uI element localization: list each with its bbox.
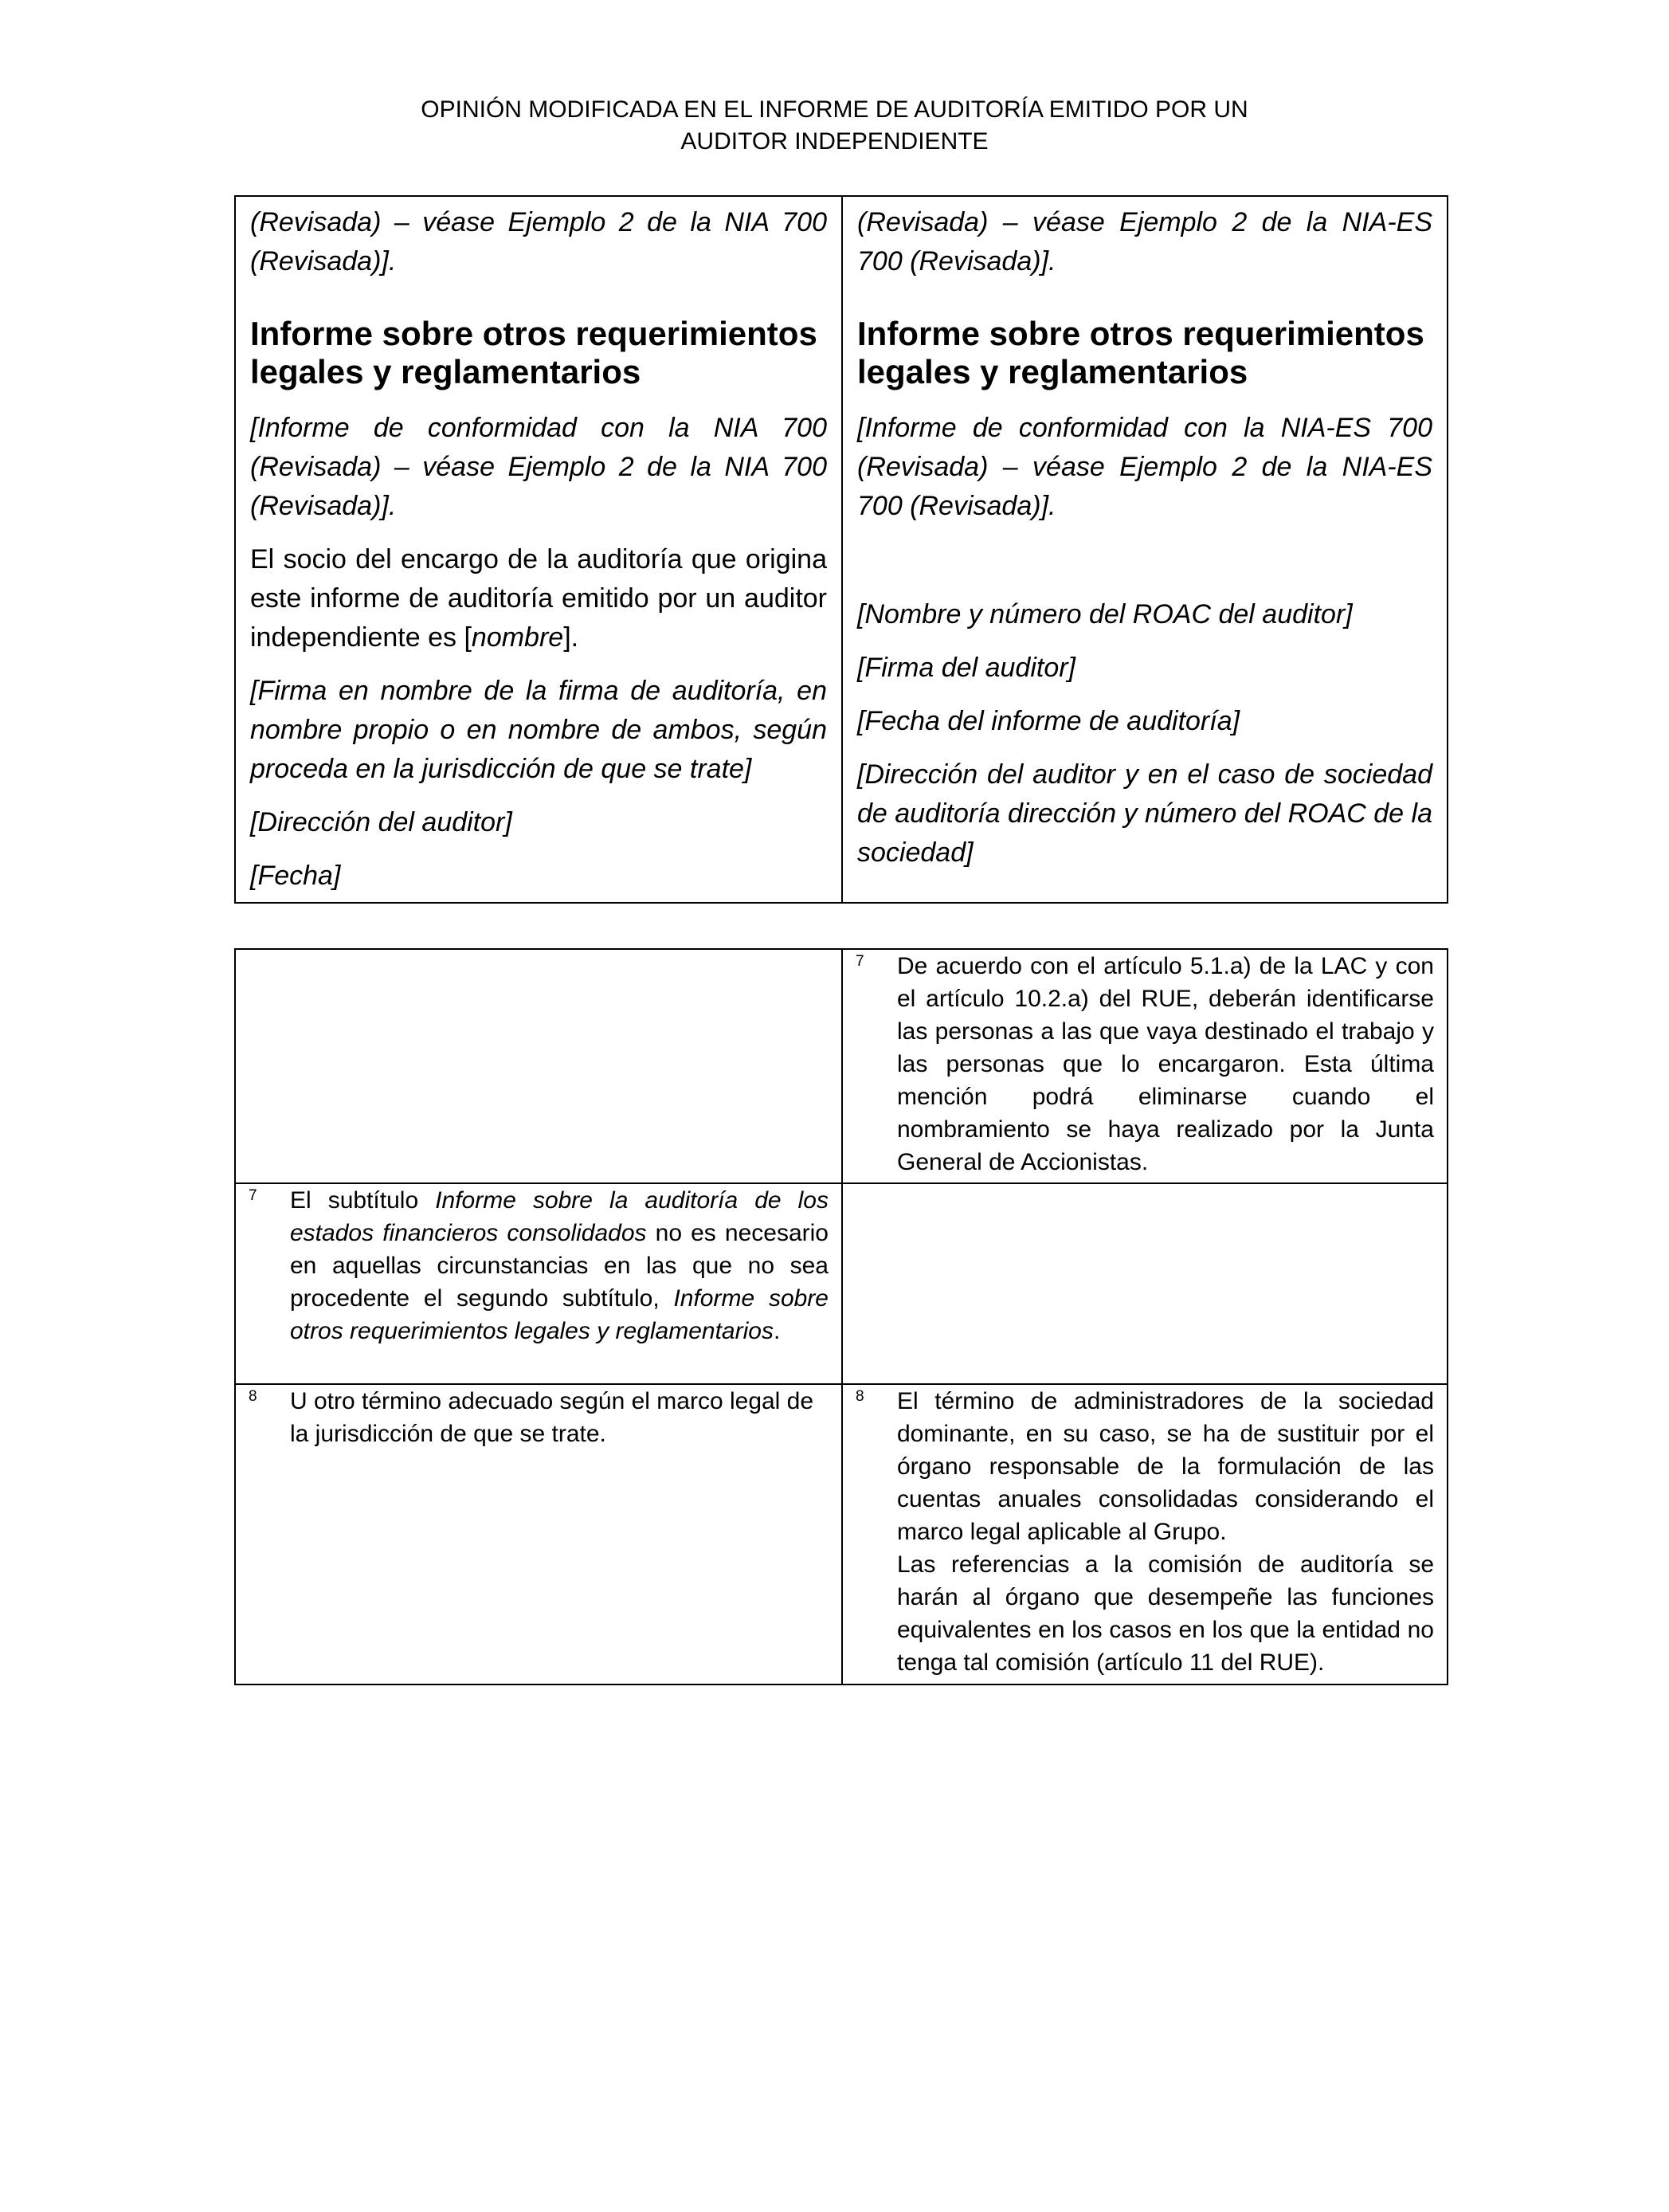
left-column-nia: [235, 196, 842, 903]
footnote-text-italic: Informe sobre otros requerimientos legales y reglamentarios: [290, 1285, 829, 1344]
footnote-cell-empty: [842, 1183, 1448, 1384]
right-roac-placeholder: [Nombre y número del ROAC del auditor]: [857, 599, 1353, 629]
footnote-text: Las referencias a la comisión de auditoría se harán al órgano que desempeñe las funciones equivalentes en los casos en los que la entidad no tenga tal comisión (artículo 11 del RUE).: [897, 1551, 1434, 1676]
left-continued-reference: (Revisada) – véase Ejemplo 2 de la NIA 700 (Revisada)].: [250, 207, 827, 276]
right-conformity-reference: [Informe de conformidad con la NIA-ES 700 (Revisada) – véase Ejemplo 2 de la NIA-ES 700 (Revisada)].: [857, 413, 1432, 521]
left-engagement-partner: [250, 540, 827, 657]
footnote-cell-empty: [235, 949, 842, 1183]
right-date-placeholder: [Fecha del informe de auditoría]: [857, 706, 1240, 736]
footnote-text-part: no es necesario en aquellas circunstancias en las que no sea procedente el segundo subtítulo,: [290, 1220, 829, 1312]
footnote-text: De acuerdo con el artículo 5.1.a) de la LAC y con el artículo 10.2.a) del RUE, deberán identificarse las personas a las que vaya destinado el trabajo y las personas que lo encargaron. Esta última mención podrá eliminarse cuando el nombramiento se haya realizado por la Junta General de Accionistas.: [897, 953, 1434, 1175]
header-line-1: OPINIÓN MODIFICADA EN EL INFORME DE AUDITORÍA EMITIDO POR UN: [421, 96, 1248, 123]
footnote-right-8: [856, 1385, 1434, 1679]
left-section-heading: Informe sobre otros requerimientos legales y reglamentarios: [250, 315, 817, 390]
footnotes-table: [234, 948, 1448, 1685]
partner-name-placeholder: nombre: [471, 622, 564, 653]
right-section-heading: Informe sobre otros requerimientos legales y reglamentarios: [857, 315, 1424, 390]
footnote-text-part: El subtítulo: [290, 1187, 436, 1214]
footnote-marker: 8: [856, 1388, 864, 1405]
right-continued-reference: (Revisada) – véase Ejemplo 2 de la NIA-ES 700 (Revisada)].: [857, 207, 1432, 276]
left-address-placeholder: [Dirección del auditor]: [250, 807, 512, 837]
footnote-left-7: [249, 1184, 829, 1347]
footnote-cell: [235, 1183, 842, 1384]
footnote-cell: [842, 1384, 1448, 1684]
footnote-marker: 8: [249, 1388, 257, 1405]
footnote-left-8: [249, 1385, 829, 1450]
comparison-table: [234, 195, 1448, 904]
table-row: [235, 196, 1448, 903]
footnote-marker: 7: [249, 1187, 257, 1204]
header-line-2: AUDITOR INDEPENDIENTE: [680, 128, 989, 155]
right-signature-placeholder: [Firma del auditor]: [857, 653, 1075, 683]
partner-text-c: ].: [563, 622, 579, 653]
footnote-row: [235, 1384, 1448, 1684]
footnote-text-italic: Informe sobre la auditoría de los estados financieros consolidados: [290, 1187, 829, 1246]
partner-text-a: El socio del encargo de la auditoría que origina este informe de auditoría emitido por un auditor independiente es [: [250, 544, 827, 653]
right-column-nia-es: [842, 196, 1448, 903]
left-signature-placeholder: [Firma en nombre de la firma de auditoría, en nombre propio o en nombre de ambos, según proceda en la jurisdicción de que se trate]: [250, 676, 827, 784]
footnote-text: El término de administradores de la sociedad dominante, en su caso, se ha de sustituir por el órgano responsable de la formulación de las cuentas anuales consolidadas considerando el marco legal aplicable al Grupo.: [897, 1388, 1434, 1545]
footnote-row: [235, 1183, 1448, 1384]
footnote-cell: [235, 1384, 842, 1684]
footnote-marker: 7: [856, 953, 864, 970]
right-address-placeholder: [Dirección del auditor y en el caso de sociedad de auditoría dirección y número del ROAC de la sociedad]: [857, 759, 1432, 868]
footnote-right-7: [856, 950, 1434, 1179]
footnote-text-part: .: [773, 1318, 781, 1344]
left-date-placeholder: [Fecha]: [250, 861, 341, 891]
footnote-text: U otro término adecuado según el marco legal de la jurisdicción de que se trate.: [290, 1388, 814, 1447]
footnote-row: [235, 949, 1448, 1183]
footnote-cell: [842, 949, 1448, 1183]
page-header: [0, 94, 1669, 158]
footnote-text: [290, 1184, 829, 1347]
left-conformity-reference: [Informe de conformidad con la NIA 700 (Revisada) – véase Ejemplo 2 de la NIA 700 (Revisada)].: [250, 413, 827, 521]
